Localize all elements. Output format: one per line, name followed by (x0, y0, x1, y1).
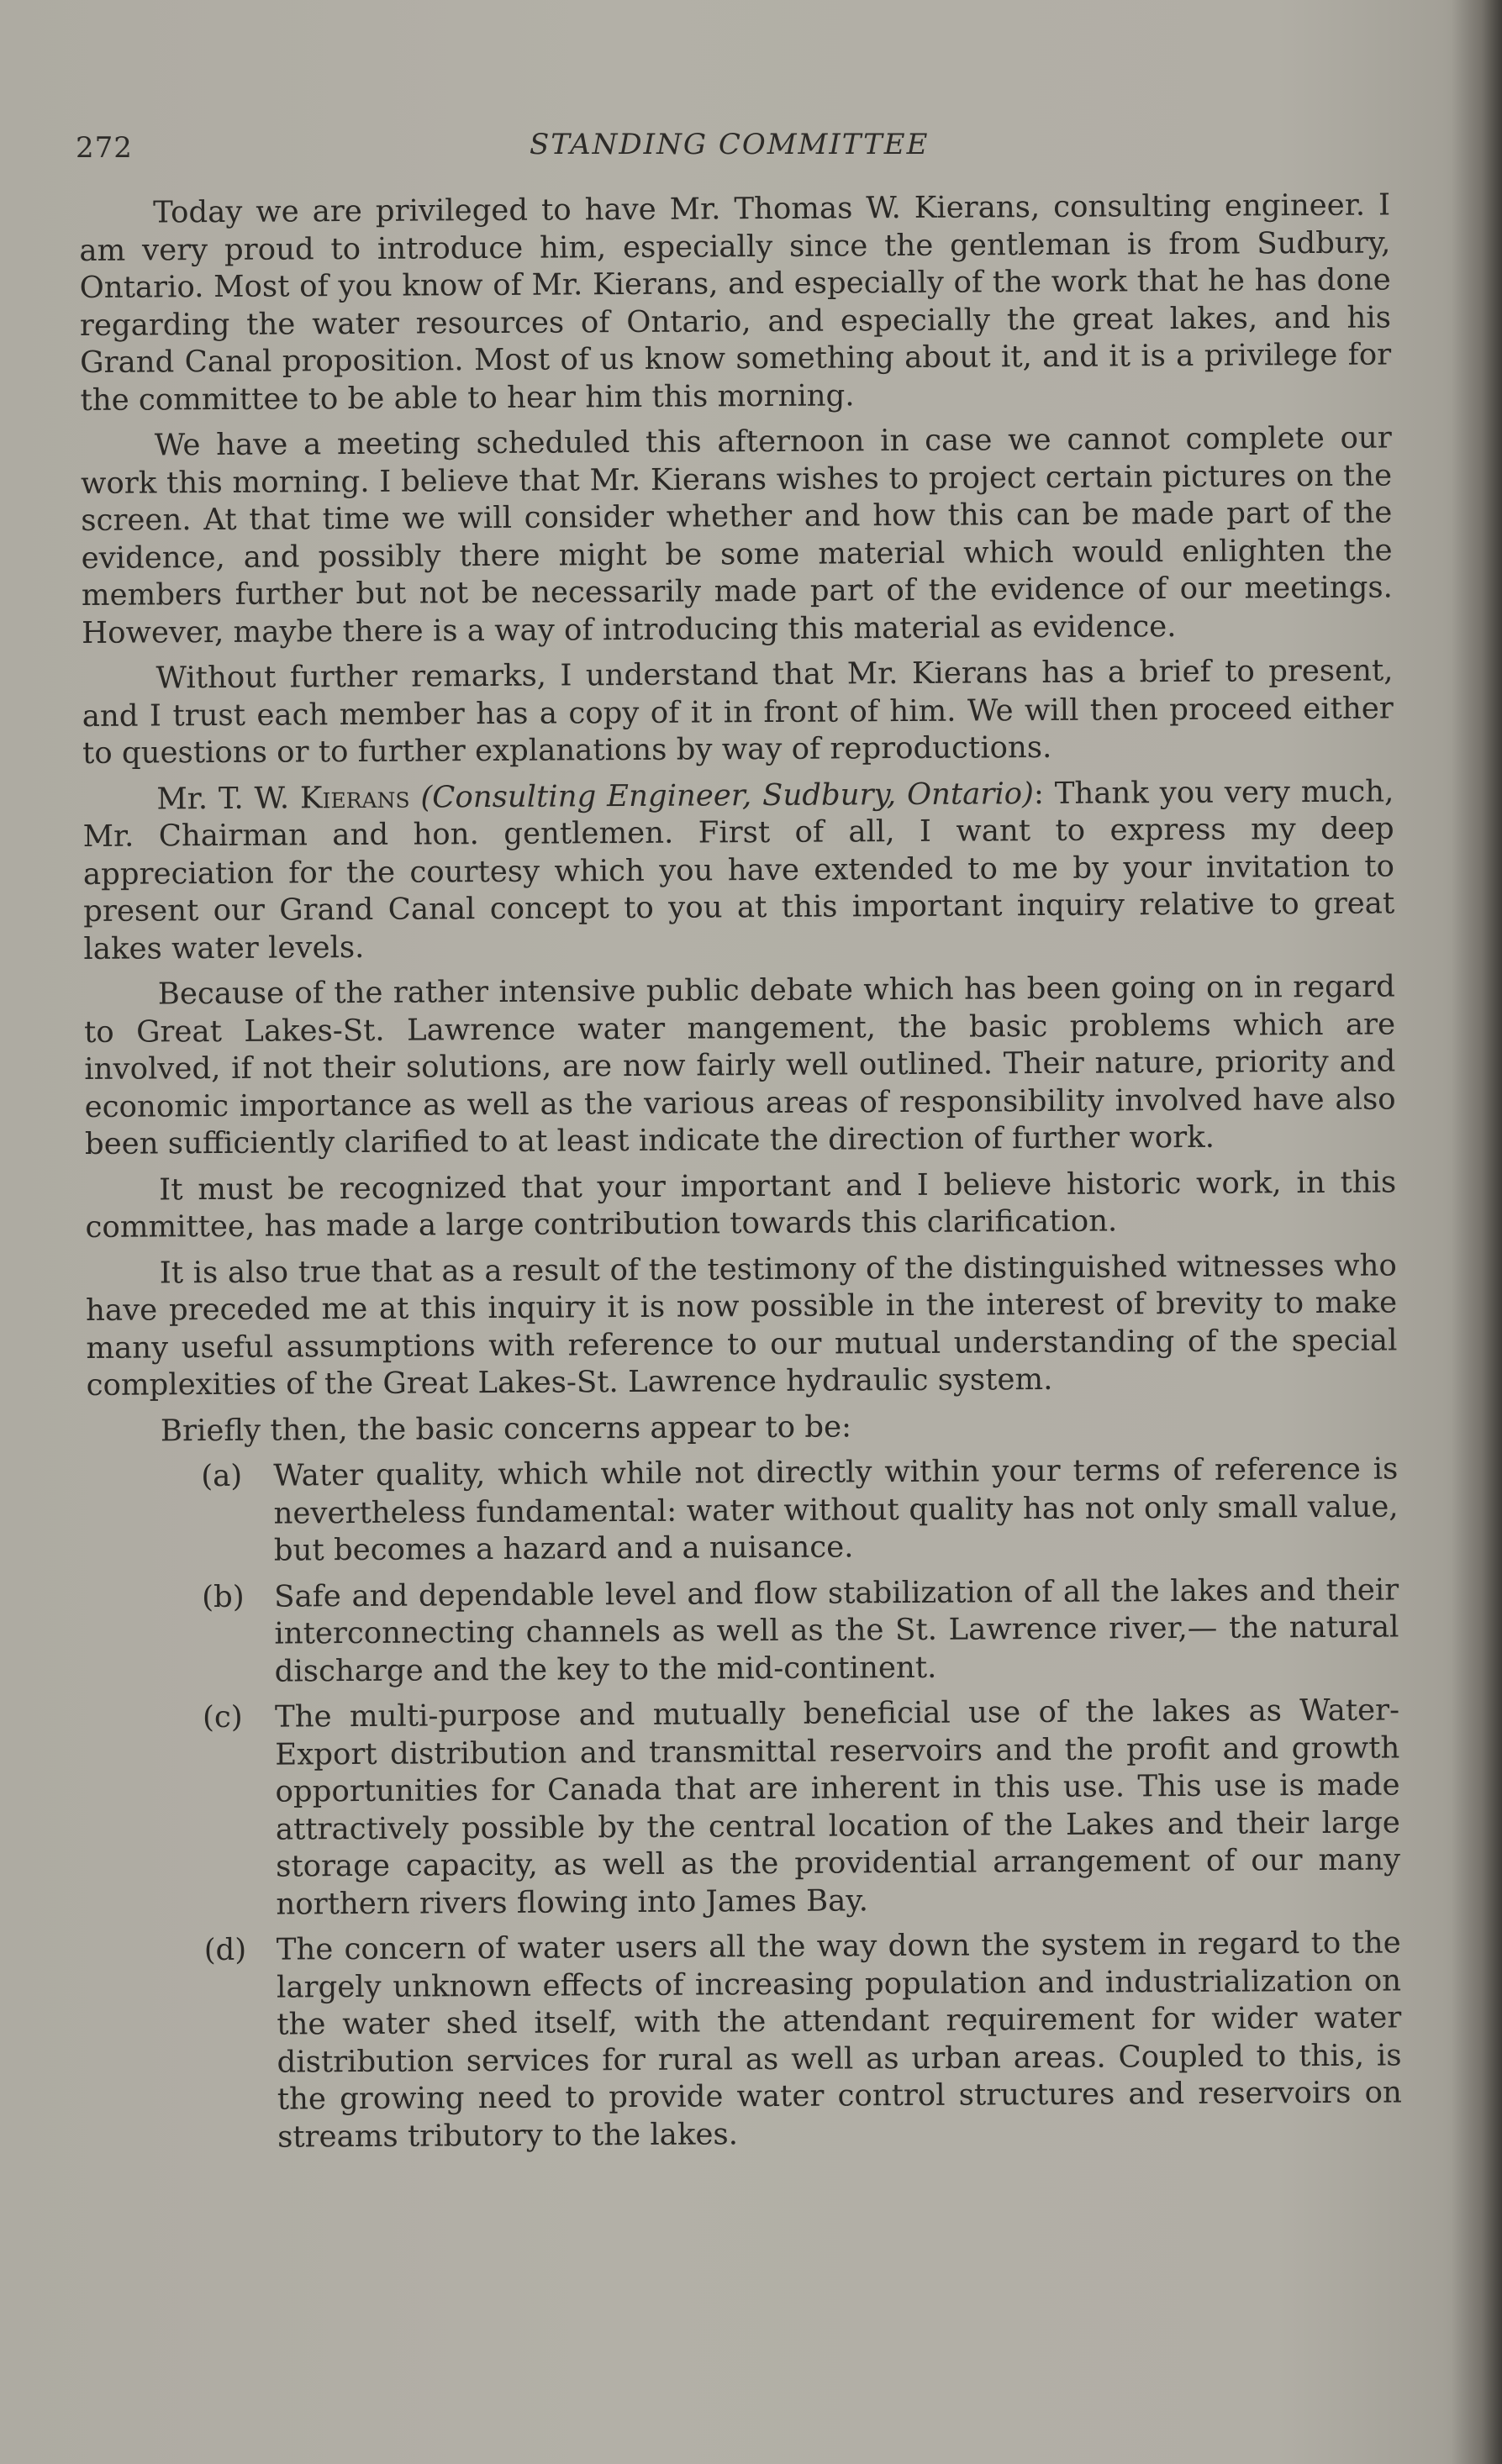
list-item-text: The concern of water users all the way down the system in regard to the largely unknown effects of increasing population and industrialization on the water shed itself, with the attendant requirement for wider water distribution services for rural as well as urban areas. Coupled to this, is the growing need to provide water control structures and reservoirs on streams tributory to the lakes. (276, 1925, 1402, 2155)
list-marker: (b) (202, 1579, 245, 1614)
list-item (87, 1572, 1399, 1692)
list-item-text: The multi-purpose and mutually beneficial use of the lakes as Water-Export distribution and transmittal reservoirs and the profit and growth opportunities for Canada that are inherent in this use. This use is made attractively possible by the central location of the Lakes and their large storage capacity, as well as the providential arrangement of our many northern rivers flowing into James Bay. (274, 1693, 1401, 1922)
list-item-text: Water quality, which while not directly within your terms of reference is nevertheless fundamental: water without quality has not only small value, but becomes a hazard and a nuisance. (273, 1451, 1399, 1568)
speaker-prefix: Mr. T. W. (156, 780, 301, 816)
speaker-text: : Thank you very much, Mr. Chairman and hon. gentlemen. First of all, I want to express my deep appreciation for the courtesy which you have extended to me by your invitation to present our Grand Canal concept to you at this important inquiry relative to great lakes water levels. (82, 773, 1395, 966)
list-item (88, 1692, 1401, 1924)
page-number: 272 (76, 131, 133, 165)
paragraph-testimony: It is also true that as a result of the testimony of the distinguished witnesses who have preceded me at this inquiry it is now possible in the interest of brevity to make many useful assumptions with reference to our mutual understanding of the special complexities of the Great Lakes-St. Lawrence hydraulic system. (85, 1247, 1398, 1403)
paragraph-intro: Today we are privileged to have Mr. Thomas W. Kierans, consulting engineer. I am very proud to introduce him, especially since the gentleman is from Sudbury, Ontario. Most of you know of Mr. Kierans, and especially of the work that he has done regarding the water resources of Ontario, and especially the great lakes, and his Grand Canal proposition. Most of us know something about it, and it is a privilege for the committee to be able to hear him this morning. (79, 187, 1392, 418)
page-header (76, 124, 1387, 175)
list-marker: (c) (202, 1699, 243, 1735)
paragraph-briefly: Briefly then, the basic concerns appear to be: (160, 1408, 852, 1448)
speaker-name: Kierans (299, 780, 410, 815)
concerns-list (87, 1450, 1402, 2157)
list-item (87, 1450, 1399, 1571)
list-marker: (a) (201, 1458, 243, 1494)
paragraph-recognition: It must be recognized that your important and I believe historic work, in this committee, has made a large contribution towards this clarification. (85, 1164, 1397, 1245)
paragraph-debate: Because of the rather intensive public debate which has been going on in regard to Great Lakes-St. Lawrence water mangement, the basic problems which are involved, if not their solutions, are now fairly well outlined. Their nature, priority and economic importance as well as the various areas of responsibility involved have also been sufficiently clarified to at least indicate the direction of further work. (83, 969, 1396, 1161)
list-item (90, 1924, 1403, 2157)
running-title: STANDING COMMITTEE (530, 128, 930, 161)
paragraph-meeting: We have a meeting scheduled this afternoon in case we cannot complete our work this morning. I believe that Mr. Kierans wishes to project certain pictures on the screen. At that time we will consider whether and how this can be made part of the evidence, and possibly there might be some material which would enlighten the members further but not be necessarily made part of the evidence of our meetings. However, maybe there is a way of introducing this material as evidence. (80, 420, 1394, 650)
list-item-text: Safe and dependable level and flow stabilization of all the lakes and their interconnecting channels as well as the St. Lawrence river,— the natural discharge and the key to the mid-continent. (274, 1572, 1399, 1689)
paragraph-remarks: Without further remarks, I understand that Mr. Kierans has a brief to present, and I trust each member has a copy of it in front of him. We will then proceed either to questions or to further explanations by way of reproductions. (82, 653, 1394, 771)
book-spine-shadow (1452, 0, 1502, 2464)
speaker-affiliation: (Consulting Engineer, Sudbury, Ontario) (420, 776, 1035, 815)
paragraph-speaker (82, 773, 1394, 968)
list-marker: (d) (203, 1932, 247, 1968)
body-text (79, 187, 1402, 2165)
